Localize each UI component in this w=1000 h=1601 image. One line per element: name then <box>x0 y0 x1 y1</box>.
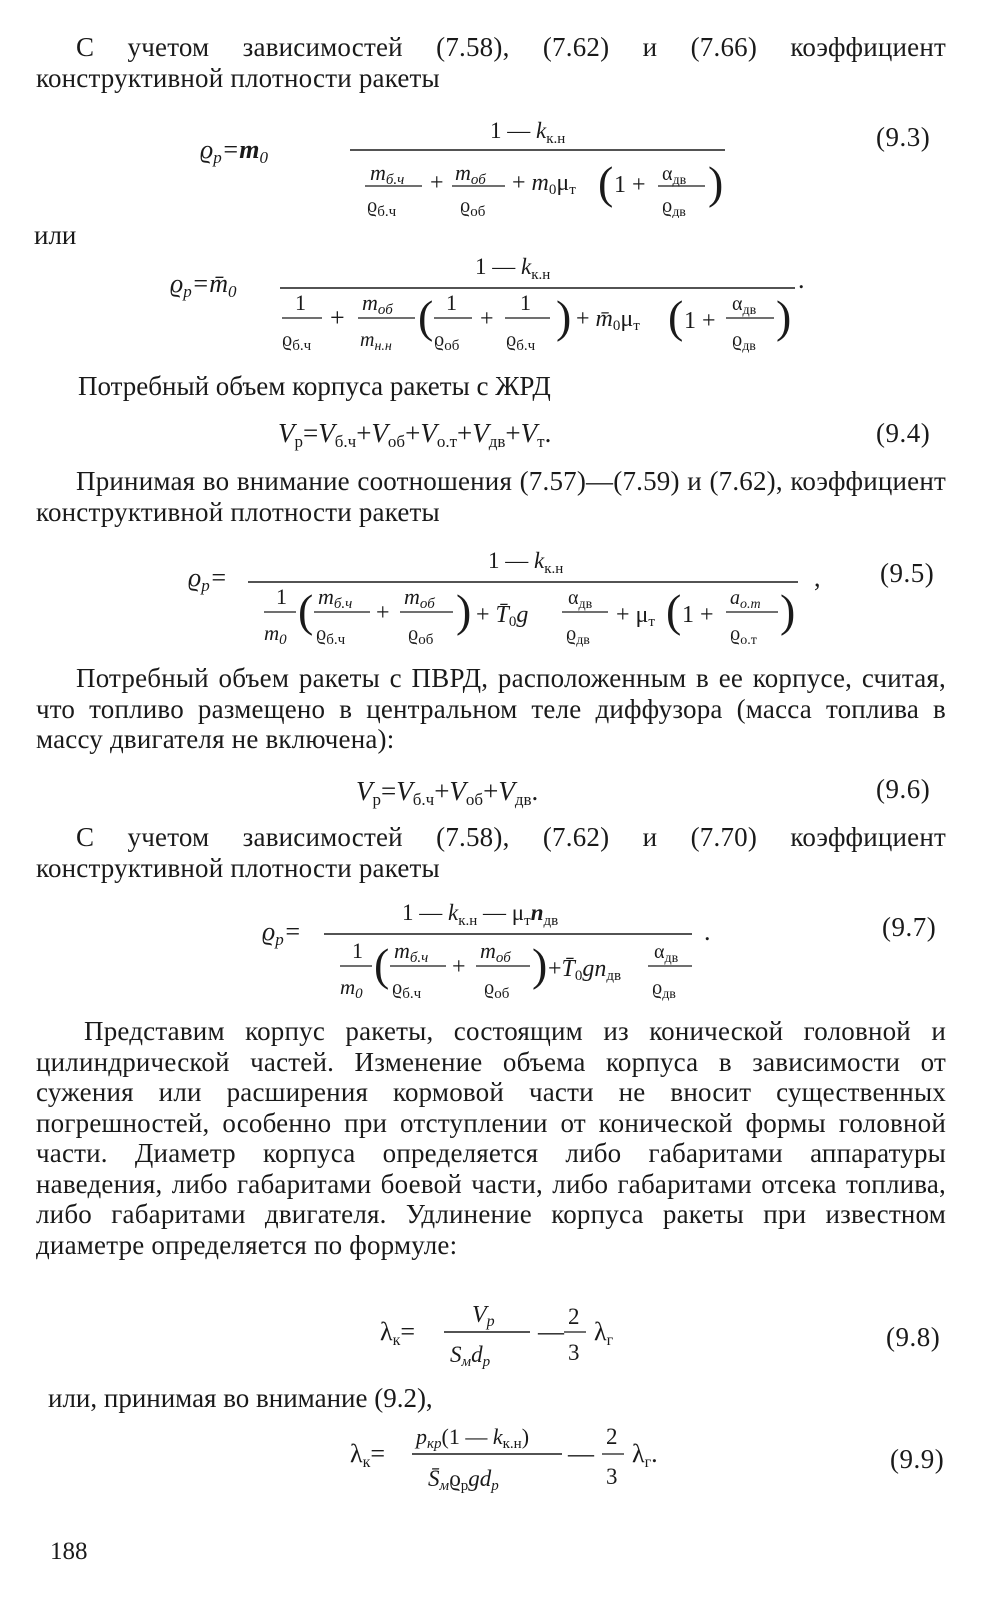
svg-text:+ μт: + μт <box>616 602 655 630</box>
svg-text:1 +: 1 + <box>684 308 716 334</box>
equation-number-9-3: (9.3) <box>876 122 931 152</box>
svg-text:αдв: $\alpha_{дв}$ <box>662 163 687 188</box>
svg-text:(: ( <box>598 157 614 208</box>
equation-9-3 <box>200 108 760 218</box>
svg-text:.: . <box>798 265 805 294</box>
equation-number-9-4: (9.4) <box>876 418 931 448</box>
svg-text:+: + <box>480 306 494 332</box>
svg-text:αдв: $\alpha_{дв}$ <box>568 587 593 612</box>
svg-text:λк=: λк= <box>380 1317 416 1349</box>
svg-text:ϱоб: $ϱ_{об}$ <box>408 623 434 648</box>
svg-text:ϱр=: ϱр= <box>188 563 228 595</box>
equation-9-9 <box>350 1416 680 1500</box>
svg-text:+: + <box>452 954 466 980</box>
svg-text:mоб: mоб <box>404 584 435 612</box>
svg-text:2: 2 <box>606 1424 618 1449</box>
svg-text:ϱр=m0: ϱр=m0 <box>200 135 268 167</box>
svg-text:—: — <box>568 1439 594 1468</box>
svg-text:1: 1 <box>446 290 457 315</box>
svg-text:ϱб.ч: $ϱ_{б.ч}$ <box>367 195 397 218</box>
paragraph-intro-2: С учетом зависимостей (7.58), (7.62) и (7.70) коэффициент конструктивной плотности ракеты <box>36 822 946 883</box>
svg-text:mоб: mоб <box>362 290 393 318</box>
equation-number-9-6: (9.6) <box>876 774 931 804</box>
svg-text:ϱоб: $ϱ_{об}$ <box>484 977 510 1002</box>
svg-text:+ m̄0μт: + m̄0μт <box>576 306 640 334</box>
svg-text:(: ( <box>298 585 314 636</box>
svg-text:mоб: mоб <box>480 938 511 966</box>
svg-text:): ) <box>532 939 548 990</box>
svg-text:ϱдв: $ϱ_{дв}$ <box>566 623 590 648</box>
svg-text:λг.: λг. <box>632 1439 658 1471</box>
svg-text:mн.н: $m_{н.н}$ <box>360 329 392 354</box>
equation-9-6 <box>356 770 656 810</box>
svg-text:S̄мϱрgdр: S̄мϱрgdр <box>428 1466 499 1494</box>
svg-text:ϱб.ч: $ϱ_{б.ч}$ <box>282 329 312 354</box>
svg-text:ϱдв: $ϱ_{дв}$ <box>662 195 686 218</box>
svg-text:+: + <box>376 600 390 626</box>
svg-text:λг: λг <box>594 1317 614 1349</box>
svg-text:ϱдв: $ϱ_{дв}$ <box>652 977 676 1002</box>
svg-text:αдв: $\alpha_{дв}$ <box>654 941 679 966</box>
svg-text:ϱб.ч: $ϱ_{б.ч}$ <box>316 623 346 648</box>
svg-text:ао.т: $а_{о.т}$ <box>730 587 761 612</box>
svg-text:+ T̄0g: + T̄0g <box>476 602 529 630</box>
equation-9-8 <box>380 1298 640 1378</box>
equation-9-4 <box>278 412 718 452</box>
paragraph-or-2: или, принимая во внимание (9.2), <box>48 1383 433 1413</box>
equation-9-7 <box>262 894 722 1006</box>
svg-text:mб.ч: mб.ч <box>318 584 353 612</box>
svg-text:(: ( <box>374 939 390 990</box>
svg-text:λк=: λк= <box>350 1439 386 1471</box>
svg-text:ϱоб: $ϱ_{об}$ <box>434 329 460 354</box>
equation-number-9-7: (9.7) <box>882 912 937 942</box>
svg-text:m0: m0 <box>340 975 363 1002</box>
svg-text:ϱоб: $ϱ_{об}$ <box>460 195 486 218</box>
svg-text:mб.ч: mб.ч <box>394 938 429 966</box>
svg-text:1: 1 <box>520 290 531 315</box>
svg-text:): ) <box>780 585 796 636</box>
equation-number-9-8: (9.8) <box>886 1322 941 1352</box>
svg-text:Sмdр: Sмdр <box>450 1342 491 1370</box>
svg-text:αдв: $\alpha_{дв}$ <box>732 293 757 318</box>
svg-text:ϱр=m̄0: ϱр=m̄0 <box>170 269 237 301</box>
equation-9-3-alt <box>170 248 820 360</box>
svg-text:1 +: 1 + <box>682 602 714 628</box>
svg-text:(: ( <box>668 291 684 342</box>
svg-text:1 — kк.н: 1 — $k_{к.н}$ <box>490 118 566 147</box>
paragraph-intro-1: С учетом зависимостей (7.58), (7.62) и (7.66) коэффициент конструктивной плотности ракеты <box>36 32 946 93</box>
svg-text:ϱр=: ϱр= <box>262 917 302 949</box>
svg-text:+: + <box>330 303 345 332</box>
svg-text:Vр: Vр <box>472 1302 495 1330</box>
paragraph-volume-ramjet: Потребный объем ракеты с ПВРД, расположенным в ее корпусе, считая, что топливо размещено в центральном теле диффузора (масса топлива в массу двигателя не включена): <box>36 663 946 754</box>
svg-text:1 — kк.н: 1 — $k_{к.н}$ <box>475 254 551 283</box>
svg-text:Vр=Vб.ч+Vоб+Vдв.: Vр=Vб.ч+Vоб+Vдв. <box>356 776 539 809</box>
paragraph-taking-into-account: Принимая во внимание соотношения (7.57)—(7.59) и (7.62), коэффициент конструктивной плотности ракеты <box>36 466 946 527</box>
svg-text:+T̄0gnдв: +T̄0gnдв <box>548 956 622 984</box>
svg-text:3: 3 <box>568 1340 580 1365</box>
svg-text:1 +: 1 + <box>614 172 646 198</box>
equation-number-9-9: (9.9) <box>890 1444 945 1474</box>
page-number: 188 <box>50 1538 88 1565</box>
svg-text:ϱб.ч: $ϱ_{б.ч}$ <box>392 977 422 1002</box>
svg-text:(: ( <box>418 291 434 342</box>
svg-text:+: + <box>430 170 444 196</box>
svg-text:Vр=Vб.ч+Vоб+Vо.т+Vдв+Vт.: Vр=Vб.ч+Vоб+Vо.т+Vдв+Vт. <box>278 418 552 451</box>
svg-text:—: — <box>538 1317 564 1346</box>
svg-text:1: 1 <box>295 290 306 315</box>
equation-9-5 <box>188 542 828 652</box>
svg-text:): ) <box>556 291 572 342</box>
svg-text:): ) <box>776 291 792 342</box>
svg-text:mоб: mоб <box>455 160 486 188</box>
paragraph-or-1: или <box>34 220 77 250</box>
svg-text:mб.ч: mб.ч <box>370 160 405 188</box>
svg-text:1: 1 <box>352 938 363 963</box>
svg-text:1 — kк.н: 1 — $k_{к.н}$ <box>488 548 564 577</box>
svg-text:.: . <box>704 917 711 946</box>
svg-text:(: ( <box>666 585 682 636</box>
svg-text:): ) <box>456 585 472 636</box>
svg-text:pкр(1 — kк.н): pкр(1 — kк.н) <box>416 1424 530 1452</box>
equation-number-9-5: (9.5) <box>880 558 935 588</box>
svg-text:ϱо.т: $ϱ_{о.т}$ <box>730 623 757 648</box>
svg-text:): ) <box>708 157 724 208</box>
svg-text:,: , <box>814 563 821 592</box>
svg-text:ϱдв: $ϱ_{дв}$ <box>732 329 756 354</box>
paragraph-volume-lre: Потребный объем корпуса ракеты с ЖРД <box>78 371 551 401</box>
svg-text:3: 3 <box>606 1464 618 1489</box>
svg-text:ϱб.ч: $ϱ_{б.ч}$ <box>506 329 536 354</box>
svg-text:1 — kк.н — μтnдв: 1 — $k_{к.н}$ — $\mu_тn_{дв}$ <box>402 900 559 929</box>
svg-text:2: 2 <box>568 1304 580 1329</box>
svg-text:+ m0μт: + m0μт <box>512 170 576 198</box>
svg-text:m0: m0 <box>264 621 287 648</box>
svg-text:1: 1 <box>276 584 287 609</box>
paragraph-body-shape: Представим корпус ракеты, состоящим из конической головной и цилиндрической частей. Изменение объема корпуса в зависимости от сужения или расширения кормовой части не вносит существенных погрешностей, особенно при отступлении от конической формы головной части. Диаметр корпуса определяется либо габаритами аппаратуры наведения, либо габаритами боевой части, либо габаритами отсека топлива, либо габаритами двигателя. Удлинение корпуса ракеты при известном диаметре определяется по формуле: <box>36 1016 946 1260</box>
